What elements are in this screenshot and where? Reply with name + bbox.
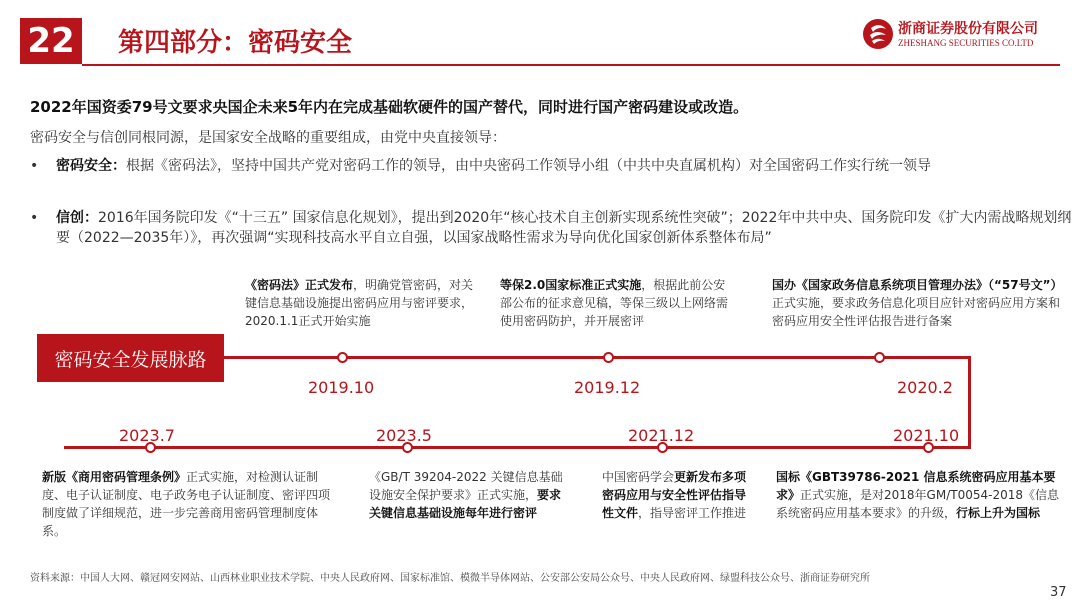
source-note: 资料来源：中国人大网、赣冠网安网站、山西林业职业技术学院、中央人民政府网、国家标准馆、模微半导体网站、公安部公安局公众号、中央人民政府网、绿盟科技公众号、浙商证券研究所 xyxy=(30,573,870,584)
timeline-date: 2021.10 xyxy=(893,426,960,445)
event-desc-2020-2 xyxy=(772,276,1062,330)
zheshang-logo-icon xyxy=(862,18,894,50)
event-highlight: 等保2.0国家标准正式实施 xyxy=(500,278,642,292)
company-logo xyxy=(862,16,1062,60)
event-highlight: 新版《商用密码管理条例》 xyxy=(42,470,187,484)
event-highlight: 国办《国家政务信息系统项目管理办法》（“57号文”） xyxy=(772,278,1063,292)
timeline-date: 2019.12 xyxy=(574,378,641,397)
headline: 2022年国资委79号文要求央国企未来5年内在完成基础软硬件的国产替代，同时进行国产密码建设或改造。 xyxy=(30,98,749,116)
event-highlight: 要求关键信息基础设施每年进行密评 xyxy=(369,488,562,520)
bullet-label: 信创： xyxy=(56,210,98,226)
header-divider xyxy=(82,64,1060,66)
event-highlight: 行标上升为国标 xyxy=(956,506,1041,520)
timeline-track-bottom xyxy=(64,446,971,449)
timeline-track-top xyxy=(224,356,970,359)
timeline-date: 2020.2 xyxy=(897,378,953,397)
timeline-node xyxy=(603,352,614,363)
event-desc-2023-5 xyxy=(369,468,564,522)
logo-english-name: ZHESHANG SECURITIES CO.LTD xyxy=(898,38,1034,48)
event-highlight: 国标《GBT39786-2021 信息系统密码应用基本要求》 xyxy=(776,470,1056,502)
page-number: 37 xyxy=(1050,585,1067,600)
event-text: ，明确党管密码，对关键信息基础设施提出密码应用与密评要求，2020.1.1正式开始实施 xyxy=(245,278,474,328)
event-desc-2019-12 xyxy=(500,276,732,330)
timeline-label: 密码安全发展脉路 xyxy=(37,334,224,382)
timeline-date: 2023.5 xyxy=(376,426,432,445)
logo-chinese-name: 浙商证券股份有限公司 xyxy=(898,21,1038,37)
event-text: ，指导密评工作推进 xyxy=(638,506,747,520)
bullet-label: 密码安全： xyxy=(56,158,126,174)
bullet-dot: • xyxy=(30,158,39,174)
event-text: 《GB/T 39204-2022 关键信息基础设施安全保护要求》正式实施， xyxy=(369,470,563,502)
timeline-track-right xyxy=(968,356,971,449)
event-desc-2019-10 xyxy=(245,276,477,330)
timeline-date: 2021.12 xyxy=(628,426,695,445)
event-text: 正式实施，要求政务信息化项目应针对密码应用方案和密码应用安全性评估报告进行备案 xyxy=(772,296,1061,328)
timeline-node xyxy=(337,352,348,363)
timeline-date: 2023.7 xyxy=(119,426,175,445)
intro-text: 密码安全与信创同根同源，是国家安全战略的重要组成，由党中央直接领导： xyxy=(30,130,506,146)
bullet-text: 根据《密码法》，坚持中国共产党对密码工作的领导，由中央密码工作领导小组（中共中央直属机构）对全国密码工作实行统一领导 xyxy=(126,158,931,174)
event-text: 正式实施，对检测认证制度、电子认证制度、电子政务电子认证制度、密评四项制度做了详细规范，进一步完善商用密码管理制度体系。 xyxy=(42,470,331,538)
event-text: 中国密码学会 xyxy=(602,470,675,484)
event-highlight: 更新发布多项密码应用与安全性评估指导性文件 xyxy=(602,470,747,520)
event-text: 正式实施，是对2018年GM/T0054-2018《信息系统密码应用基本要求》的升级， xyxy=(776,488,1059,520)
event-desc-2021-12 xyxy=(602,468,754,522)
bullet-dot: • xyxy=(30,210,39,226)
event-desc-2021-10 xyxy=(776,468,1064,522)
event-desc-2023-7 xyxy=(42,468,338,540)
event-text: ，根据此前公安部公布的征求意见稿，等保三级以上网络需使用密码防护，并开展密评 xyxy=(500,278,729,328)
timeline-node xyxy=(874,352,885,363)
bullet-text: 2016年国务院印发《“十三五” 国家信息化规划》，提出到2020年“核心技术自主创新实现系统性突破”；2022年中共中央、国务院印发《扩大内需战略规划纲要（2022—2035年）》，再次强调“实现科技高水平自立自强，以国家战略性需求为导向优化国家创新体系整体布局” xyxy=(56,210,1072,246)
event-highlight: 《密码法》正式发布 xyxy=(245,278,354,292)
timeline-date: 2019.10 xyxy=(308,378,375,397)
page-title: 第四部分：密码安全 xyxy=(118,28,353,58)
section-number-badge: 22 xyxy=(20,18,82,64)
